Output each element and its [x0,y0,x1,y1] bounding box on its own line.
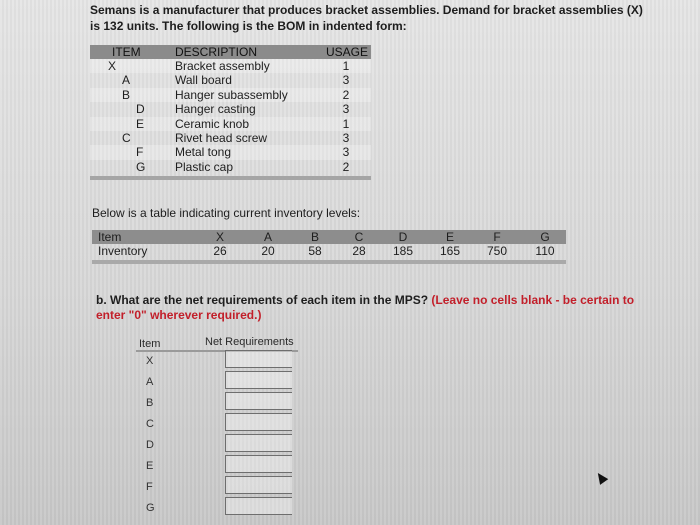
inventory-label-inventory: Inventory [98,244,148,258]
inventory-item-header: A [263,230,272,244]
bom-description: Hanger subassembly [175,87,288,102]
bom-usage: 3 [342,145,350,160]
bom-footer-bar [90,176,371,180]
bom-usage: 1 [342,59,350,73]
bom-item: X [108,59,117,73]
inventory-footer-bar [92,260,566,264]
bom-row [90,88,371,102]
inventory-value: 185 [392,244,414,258]
bom-row [90,102,371,116]
inventory-item-header: X [215,230,224,244]
question-main-text: b. What are the net requirements of each item in the MPS? [96,293,429,307]
bom-row [90,160,371,174]
net-req-input-d[interactable] [225,434,292,452]
inventory-value: 58 [308,244,322,258]
bom-item: F [136,145,144,160]
net-req-input-e[interactable] [225,455,292,473]
inventory-value-row [92,244,566,258]
inventory-item-header: D [398,230,408,244]
question-instruction: (Leave no cells blank - be certain to enter "0" wherever required.) [96,293,635,322]
net-req-input-x[interactable] [225,350,292,368]
bom-header-description: DESCRIPTION [175,45,258,59]
bom-item: G [136,159,146,174]
inventory-value: 165 [439,244,461,258]
net-req-input-a[interactable] [225,371,292,389]
bom-description: Rivet head screw [175,130,268,145]
net-req-item-header: Item [139,338,161,350]
inventory-value: 26 [213,244,227,258]
bom-header-usage: USAGE [326,45,369,59]
bom-description: Wall board [175,73,232,88]
bom-item: C [122,130,131,145]
net-req-item-label: A [146,376,154,388]
inventory-value: 20 [261,244,275,258]
net-req-item-label: C [146,418,154,430]
net-req-item-label: D [146,439,154,451]
bom-description: Plastic cap [175,159,234,174]
inventory-item-header: B [310,230,319,244]
bom-usage: 3 [342,73,350,88]
inventory-value: 110 [535,244,555,258]
inventory-item-header: E [445,230,454,244]
bom-item: A [122,73,131,88]
inventory-header-row [92,230,566,244]
inventory-caption: Below is a table indicating current inventory levels: [92,206,361,220]
inventory-value: 28 [352,244,366,258]
net-req-item-label: F [146,481,153,493]
bom-row [90,73,371,87]
net-req-item-label: X [146,355,154,367]
inventory-value: 750 [486,244,508,258]
bom-usage: 1 [342,116,350,131]
bom-header-row [90,45,371,59]
bom-usage: 2 [342,159,350,174]
bom-description: Bracket assembly [175,59,270,73]
bom-header-item: ITEM [112,45,141,59]
inventory-table [92,230,566,264]
net-req-input-b[interactable] [225,392,292,410]
problem-intro: Semans is a manufacturer that produces bracket assemblies. Demand for bracket assemblies (X) is 132 units. The following is the BOM in indented form: [90,3,643,33]
net-req-header: Net Requirements [205,336,294,348]
net-req-input-c[interactable] [225,413,292,431]
inventory-label-item: Item [98,230,122,244]
bom-row [90,145,371,159]
bom-description: Ceramic knob [175,116,250,131]
bom-item: B [122,87,131,102]
bom-row [90,117,371,131]
bom-row [90,59,371,73]
bom-item: E [136,116,145,131]
bom-row [90,131,371,145]
inventory-item-header: F [493,230,501,244]
bom-description: Hanger casting [175,102,256,117]
inventory-item-header: G [540,230,550,244]
net-req-input-g[interactable] [225,497,292,515]
bom-table [90,45,371,180]
bom-usage: 2 [342,87,350,102]
net-req-item-label: E [146,460,154,472]
net-req-item-label: G [146,502,155,514]
bom-usage: 3 [342,130,350,145]
bom-description: Metal tong [175,145,232,160]
question-b [96,293,656,323]
net-req-input-f[interactable] [225,476,292,494]
bom-item: D [136,102,145,117]
inventory-item-header: C [354,230,364,244]
mouse-cursor-icon [594,470,609,485]
bom-usage: 3 [342,102,350,117]
net-req-item-label: B [146,397,154,409]
